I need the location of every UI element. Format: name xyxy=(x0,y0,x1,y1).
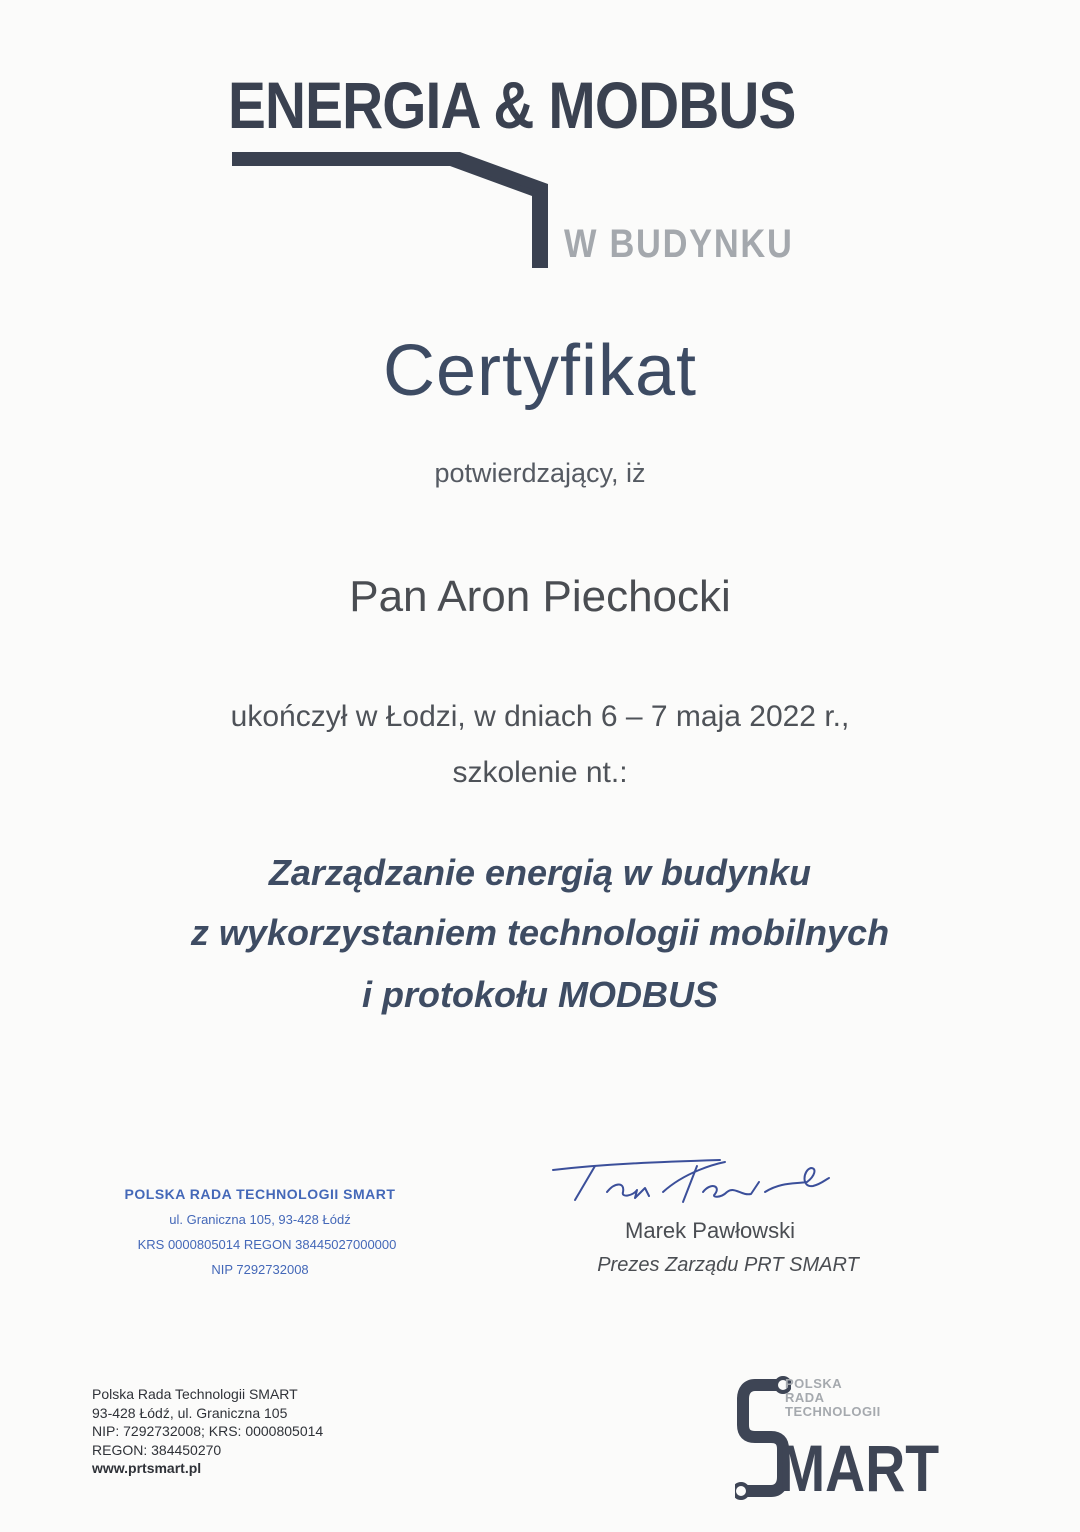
stamp-line: ul. Graniczna 105, 93-428 Łódź xyxy=(169,1212,351,1227)
handwritten-signature xyxy=(545,1152,855,1222)
signer-role: Prezes Zarządu PRT SMART xyxy=(597,1254,859,1276)
footer-ids: NIP: 7292732008; KRS: 0000805014 xyxy=(92,1423,324,1439)
roof-shape-icon xyxy=(232,152,552,268)
organization-stamp xyxy=(110,1186,410,1287)
certificate-subtitle: potwierdzający, iż xyxy=(434,458,646,488)
course-title-line: Zarządzanie energią w budynku xyxy=(268,852,812,893)
event-logo-subtitle: W BUDYNKU xyxy=(564,222,794,266)
stamp-line: NIP 7292732008 xyxy=(211,1262,309,1277)
certificate-title: Certyfikat xyxy=(382,331,698,411)
training-label: szkolenie nt.: xyxy=(452,756,628,789)
event-logo xyxy=(228,68,808,266)
smart-logo-line: RADA xyxy=(785,1390,825,1405)
course-title-line: i protokołu MODBUS xyxy=(362,974,718,1015)
signer-name: Marek Pawłowski xyxy=(625,1218,795,1243)
smart-logo-wordmark: MART xyxy=(779,1431,940,1505)
footer-regon: REGON: 384450270 xyxy=(92,1441,222,1458)
stamp-line: POLSKA RADA TECHNOLOGII SMART xyxy=(124,1186,396,1202)
footer-address-line: 93-428 Łódź, ul. Graniczna 105 xyxy=(92,1404,288,1421)
prt-smart-logo xyxy=(735,1373,955,1503)
event-logo-title: ENERGIA & MODBUS xyxy=(228,68,796,142)
recipient-name: Pan Aron Piechocki xyxy=(349,572,731,621)
stamp-line: KRS 0000805014 REGON 38445027000000 xyxy=(137,1237,397,1252)
footer-address xyxy=(92,1385,323,1478)
footer-org: Polska Rada Technologii SMART xyxy=(92,1386,298,1402)
completion-line: ukończył w Łodzi, w dniach 6 – 7 maja 2022 r., xyxy=(230,700,850,733)
course-title-line: z wykorzystaniem technologii mobilnych xyxy=(190,912,890,953)
smart-logo-small-text xyxy=(785,1377,881,1419)
smart-logo-line: TECHNOLOGII xyxy=(785,1404,881,1419)
footer-website: www.prtsmart.pl xyxy=(92,1460,202,1476)
smart-logo-line: POLSKA xyxy=(785,1376,843,1391)
